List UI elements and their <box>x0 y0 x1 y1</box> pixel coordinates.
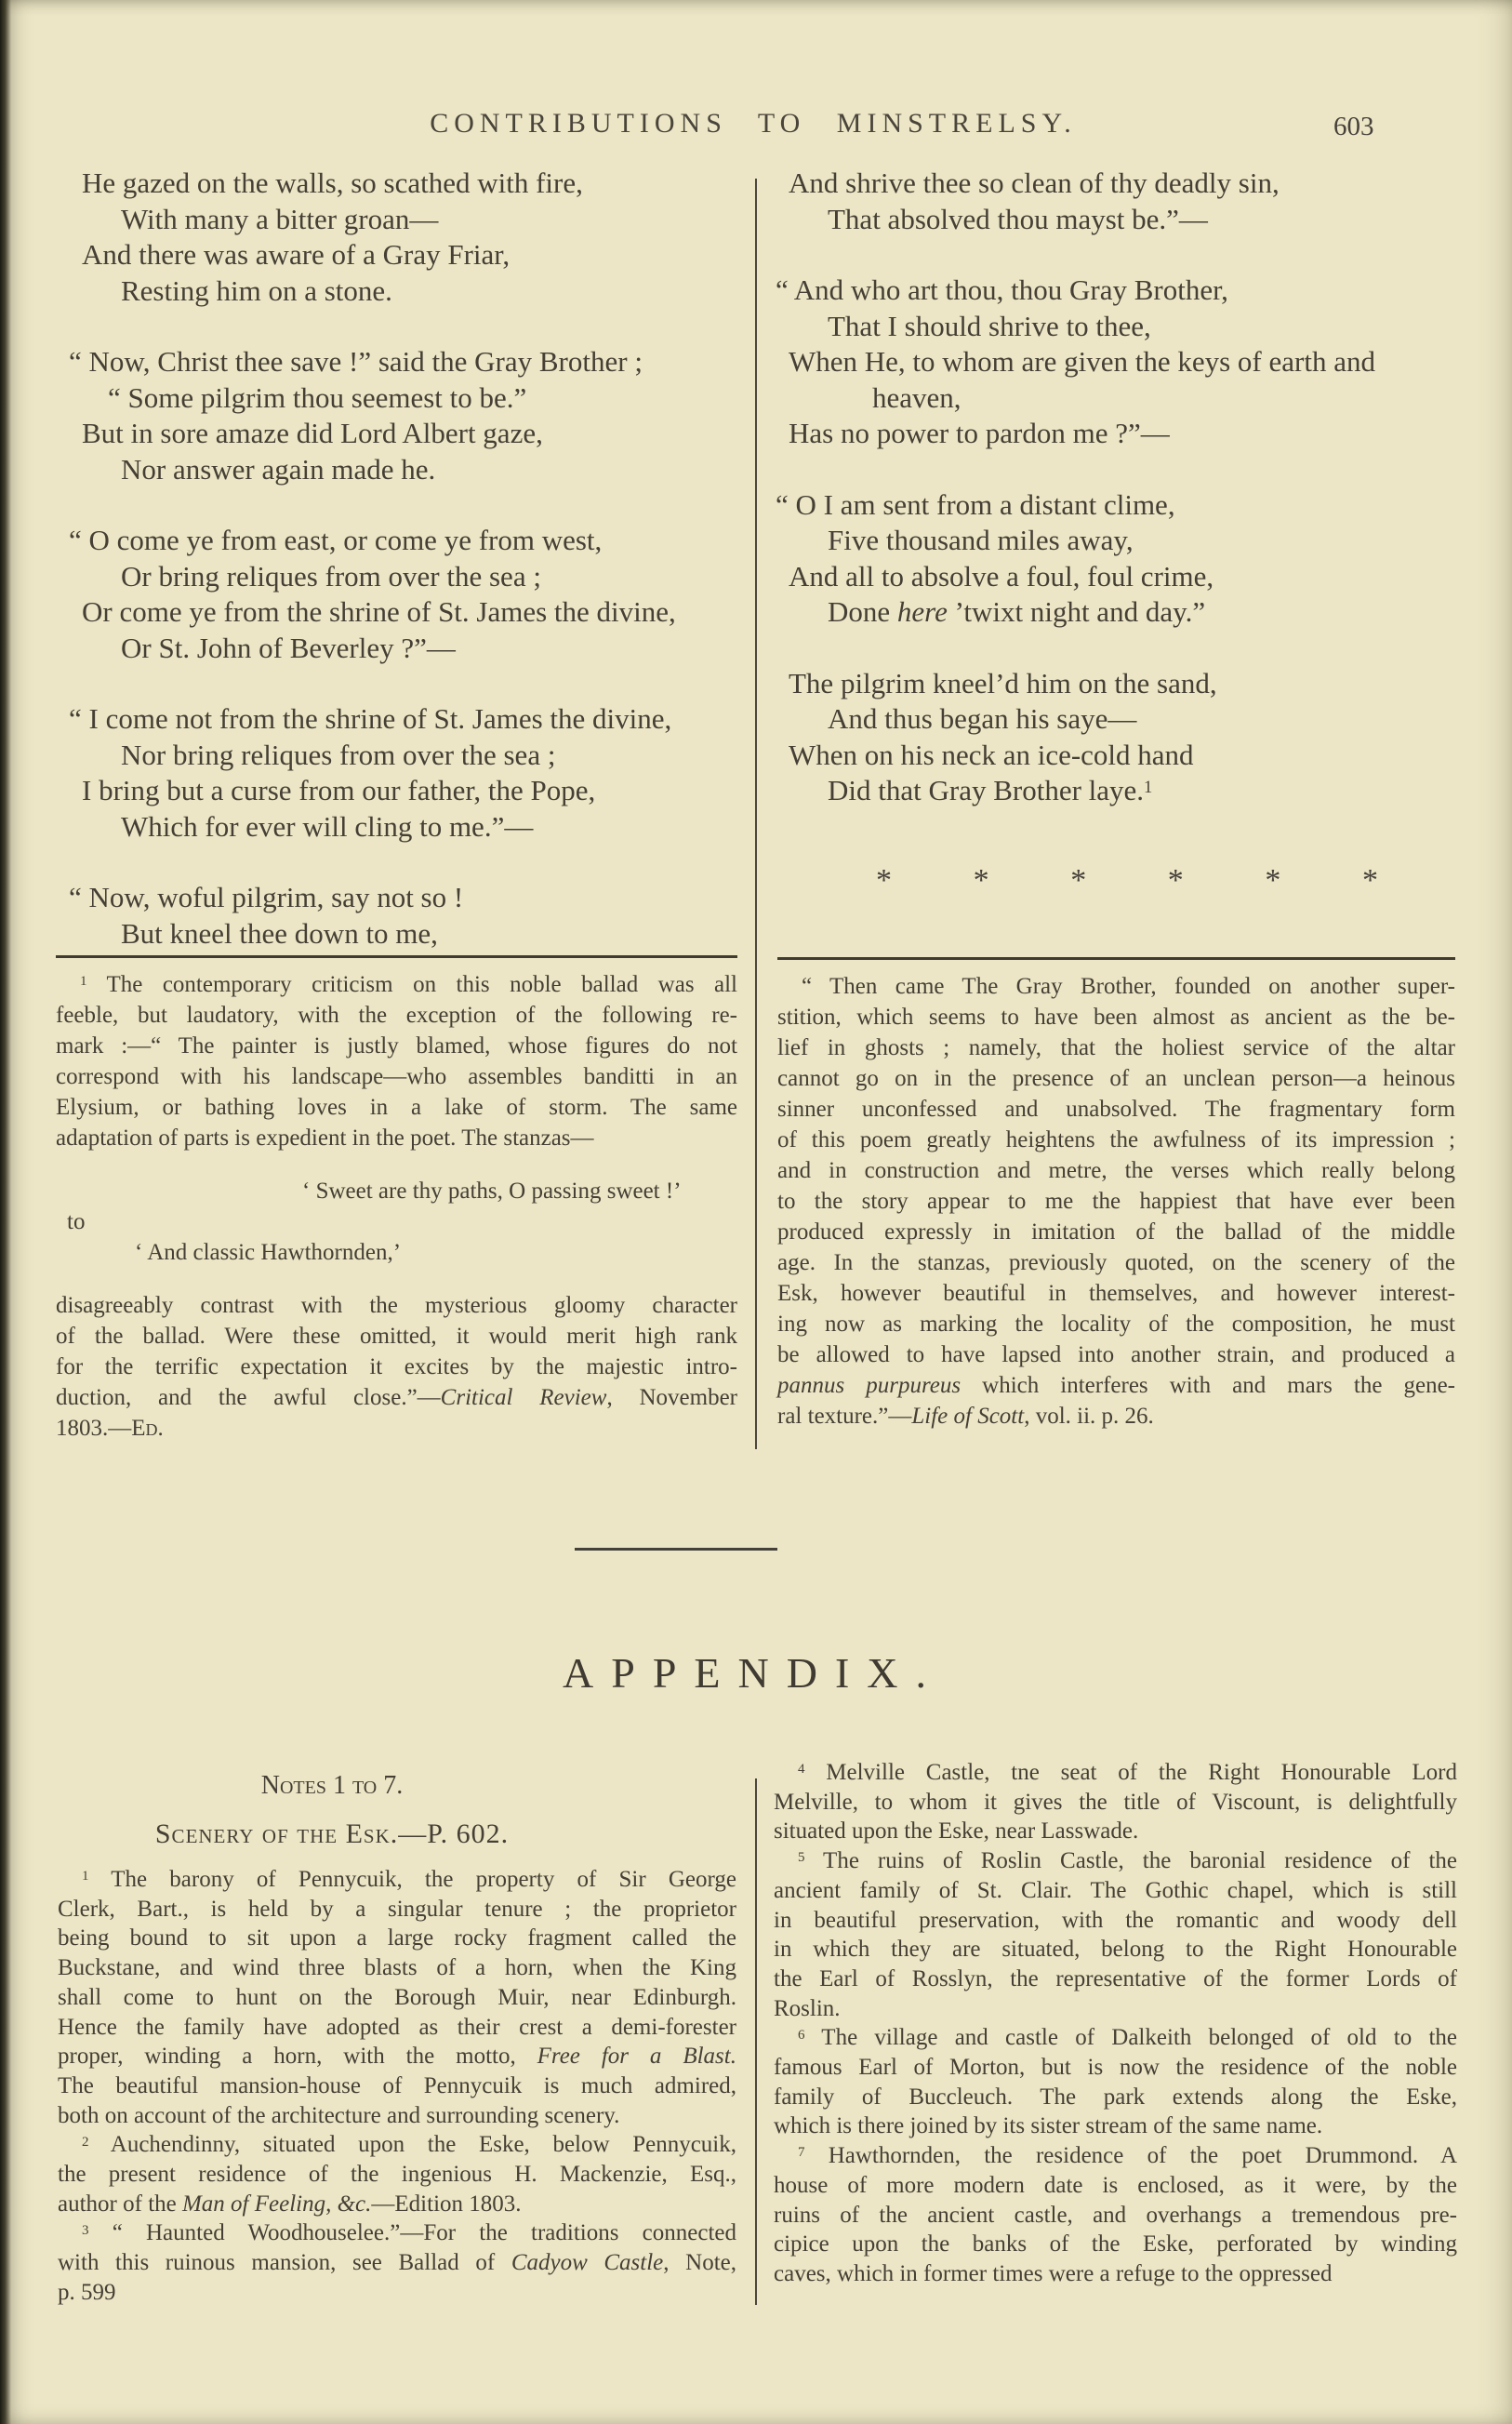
text-line: proper, winding a horn, with the motto, Free for a Blast. <box>58 2044 736 2070</box>
text-line: sinner unconfessed and unabsolved. The fragmentary form <box>777 1097 1455 1122</box>
text-line: ‘ And classic Hawthornden,’ <box>135 1240 402 1265</box>
line-spacer <box>56 1268 737 1290</box>
text-line: * <box>1265 863 1281 898</box>
text-line: which is there joined by its sister stream of the same name. <box>774 2113 1323 2139</box>
text-line: being bound to sit upon a large rocky fragment called the <box>58 1925 736 1951</box>
text-line: “ Now, Christ thee save !” said the Gray Brother ; <box>69 345 643 378</box>
text-line: ‘ Sweet are thy paths, O passing sweet !’ <box>302 1179 682 1204</box>
text-line: p. 599 <box>58 2279 116 2305</box>
text-line: feeble, but laudatory, with the exception of the following re- <box>56 1003 737 1028</box>
text-line: cipice upon the banks of the Eske, perforated by winding <box>774 2231 1457 2258</box>
text-line: $^6$ The village and castle of Dalkeith belonged of old to the <box>798 2025 1457 2051</box>
text-line: When on his neck an ice-cold hand <box>789 738 1194 771</box>
text-line: When He, to whom are given the keys of earth and <box>789 345 1375 378</box>
appendix-column-left <box>58 1770 736 2308</box>
text-line: “ Now, woful pilgrim, say not so ! <box>69 881 464 913</box>
text-line: $^7$ Hawthornden, the residence of the poet Drummond. A <box>798 2143 1457 2169</box>
text-line: Hence the family have adopted as their crest a demi-forester <box>58 2014 736 2040</box>
text-line: $^5$ The ruins of Roslin Castle, the baronial residence of the <box>798 1848 1457 1874</box>
text-line: He gazed on the walls, so scathed with fire, <box>82 166 583 199</box>
text-line: Five thousand miles away, <box>828 524 1134 556</box>
text-line: 1803.—Ed. <box>56 1416 164 1441</box>
text-line: Nor bring reliques from over the sea ; <box>121 738 556 771</box>
text-line: Scenery of the Esk.—P. 602. <box>154 1818 510 1849</box>
text-line: Or bring reliques from over the sea ; <box>121 559 541 593</box>
line-spacer <box>82 666 746 701</box>
running-header-title: CONTRIBUTIONS TO MINSTRELSY. <box>430 108 1077 139</box>
text-line: situated upon the Eske, near Lasswade. <box>774 1818 1139 1845</box>
text-line: Clerk, Bart., is held by a singular tenure ; the proprietor <box>58 1896 736 1922</box>
text-line: with this ruinous mansion, see Ballad of Cadyow Castle, Note, <box>58 2250 736 2276</box>
text-line: duction, and the awful close.”—Critical Review, November <box>56 1385 737 1410</box>
text-line: But in sore amaze did Lord Albert gaze, <box>82 417 543 449</box>
text-line: disagreeably contrast with the mysterious gloomy character <box>56 1293 737 1318</box>
text-line: correspond with his landscape—who assembles banditti in an <box>56 1064 737 1089</box>
text-line: family of Buccleuch. The park extends along the Eske, <box>774 2084 1457 2110</box>
text-line: The pilgrim kneel’d him on the sand, <box>789 666 1217 699</box>
text-line: pannus purpureus which interferes with and mars the gene- <box>777 1373 1455 1398</box>
text-line: Resting him on a stone. <box>121 273 392 307</box>
text-line: heaven, <box>872 380 962 414</box>
line-spacer <box>56 1153 737 1176</box>
footnote-rule-right <box>777 957 1455 960</box>
text-line: And all to absolve a foul, foul crime, <box>789 559 1214 593</box>
text-line: * <box>876 863 892 898</box>
text-line: * <box>973 863 989 898</box>
text-line: Notes 1 to 7. <box>260 1771 404 1800</box>
text-line: I bring but a curse from our father, the Pope, <box>82 774 596 806</box>
asterisk-separator <box>876 863 1378 899</box>
text-line: Buckstane, and wind three blasts of a horn, when the King <box>58 1955 736 1981</box>
text-line: * <box>1167 863 1184 898</box>
text-line: Or come ye from the shrine of St. James the divine, <box>82 595 676 628</box>
section-divider-rule <box>575 1548 777 1551</box>
appendix-column-divider-rule <box>755 1778 757 2305</box>
text-line: The beautiful mansion-house of Pennycuik is much admired, <box>58 2072 736 2098</box>
text-line: $^3$ “ Haunted Woodhouselee.”—For the traditions connected <box>82 2220 736 2246</box>
text-line: to <box>67 1209 86 1234</box>
text-line: That absolved thou mayst be.”— <box>828 202 1208 235</box>
text-line: Melville, to whom it gives the title of Viscount, is delightfully <box>774 1789 1457 1815</box>
text-line: Elysium, or bathing loves in a lake of storm. The same <box>56 1095 737 1120</box>
text-line: in beautiful preservation, with the romantic and woody dell <box>774 1907 1457 1933</box>
line-spacer <box>789 631 1455 666</box>
appendix-column-right <box>774 1758 1457 2289</box>
text-line: Roslin. <box>774 1995 841 2021</box>
text-line: caves, which in former times were a refuge to the oppressed <box>774 2260 1333 2286</box>
page-number: 603 <box>1333 112 1374 141</box>
text-line: “ Then came The Gray Brother, founded on another super- <box>802 974 1455 999</box>
text-line: “ O come ye from east, or come ye from west, <box>69 524 603 556</box>
text-line: lief in ghosts ; namely, that the holiest service of the altar <box>777 1035 1455 1060</box>
text-line: the Earl of Rosslyn, the representative of the former Lords of <box>774 1965 1457 1991</box>
text-line: age. In the stanzas, previously quoted, on the scenery of the <box>777 1250 1455 1275</box>
poem-column-left <box>69 166 746 952</box>
text-line: in which they are situated, belong to the Right Honourable <box>774 1937 1457 1963</box>
text-line: of this poem greatly heightens the awfulness of its impression ; <box>777 1127 1455 1152</box>
text-line: Done here ’twixt night and day.” <box>828 595 1206 628</box>
text-line: And shrive thee so clean of thy deadly sin, <box>789 166 1280 199</box>
footnote-rule-left <box>56 955 737 958</box>
text-line: But kneel thee down to me, <box>121 916 438 950</box>
footnote-column-right <box>777 971 1455 1432</box>
text-line: “ I come not from the shrine of St. James the divine, <box>69 702 672 735</box>
text-line: * <box>1361 863 1378 898</box>
text-line: Did that Gray Brother laye.$^1$ <box>828 774 1153 806</box>
text-line: famous Earl of Morton, but is now the residence of the noble <box>774 2055 1457 2081</box>
text-line: “ Some pilgrim thou seemest to be.” <box>108 380 527 414</box>
line-spacer <box>789 237 1455 273</box>
text-line: With many a bitter groan— <box>121 202 439 235</box>
text-line: That I should shrive to thee, <box>828 309 1151 342</box>
text-line: and in construction and metre, the verses which really belong <box>777 1158 1455 1183</box>
poem-column-right <box>776 166 1455 809</box>
line-spacer <box>789 452 1455 487</box>
text-line: $^2$ Auchendinny, situated upon the Eske, below Pennycuik, <box>82 2132 736 2158</box>
text-line: to the story appear to me the happiest that have ever been <box>777 1189 1455 1214</box>
text-line: Which for ever will cling to me.”— <box>121 809 534 843</box>
text-line: ral texture.”—Life of Scott, vol. ii. p. 26. <box>777 1404 1154 1429</box>
line-spacer <box>82 845 746 880</box>
text-line: of the ballad. Were these omitted, it would merit high rank <box>56 1324 737 1349</box>
column-divider-rule <box>755 179 757 1449</box>
text-line: mark :—“ The painter is justly blamed, whose figures do not <box>56 1033 737 1059</box>
text-line: author of the Man of Feeling, &c.—Edition 1803. <box>58 2191 522 2217</box>
text-line: be allowed to have lapsed into another strain, and produced a <box>777 1342 1455 1367</box>
text-line: for the terrific expectation it excites by the majestic intro- <box>56 1354 737 1379</box>
text-line: * <box>1070 863 1087 898</box>
text-line: produced expressly in imitation of the ballad of the middle <box>777 1219 1455 1245</box>
text-line: stition, which seems to have been almost as ancient as the be- <box>777 1005 1455 1030</box>
line-spacer <box>58 1850 736 1865</box>
line-spacer <box>82 309 746 344</box>
text-line: And there was aware of a Gray Friar, <box>82 238 511 271</box>
text-line: Or St. John of Beverley ?”— <box>121 631 456 664</box>
page-binding-shadow <box>0 0 11 2424</box>
text-line: cannot go on in the presence of an unclean person—a heinous <box>777 1066 1455 1091</box>
text-line: ing now as marking the locality of the composition, he must <box>777 1312 1455 1337</box>
text-line: $^1$ The barony of Pennycuik, the property of Sir George <box>82 1867 736 1892</box>
text-line: ruins of the ancient castle, and overhangs a tremendous pre- <box>774 2202 1457 2228</box>
text-line: house of more modern date is enclosed, as it were, by the <box>774 2172 1457 2198</box>
text-line: And thus began his saye— <box>828 702 1137 735</box>
text-line: ancient family of St. Clair. The Gothic chapel, which is still <box>774 1877 1457 1903</box>
appendix-title: APPENDIX. <box>563 1649 944 1697</box>
text-line: adaptation of parts is expedient in the poet. The stanzas— <box>56 1125 594 1151</box>
text-line: “ O I am sent from a distant clime, <box>776 487 1175 521</box>
text-line: shall come to hunt on the Borough Muir, near Edinburgh. <box>58 1984 736 2010</box>
text-line: $^1$ The contemporary criticism on this noble ballad was all <box>80 972 737 997</box>
text-line: $^4$ Melville Castle, tne seat of the Right Honourable Lord <box>798 1760 1457 1785</box>
text-line: Esk, however beautiful in themselves, and however interest- <box>777 1281 1455 1306</box>
text-line: “ And who art thou, thou Gray Brother, <box>776 273 1228 306</box>
line-spacer <box>82 487 746 523</box>
text-line: Has no power to pardon me ?”— <box>789 417 1170 449</box>
line-spacer <box>58 1802 736 1818</box>
text-line: both on account of the architecture and surrounding scenery. <box>58 2102 620 2128</box>
text-line: the present residence of the ingenious H. Mackenzie, Esq., <box>58 2162 736 2188</box>
footnote-column-left <box>56 969 737 1444</box>
text-line: Nor answer again made he. <box>121 452 436 486</box>
